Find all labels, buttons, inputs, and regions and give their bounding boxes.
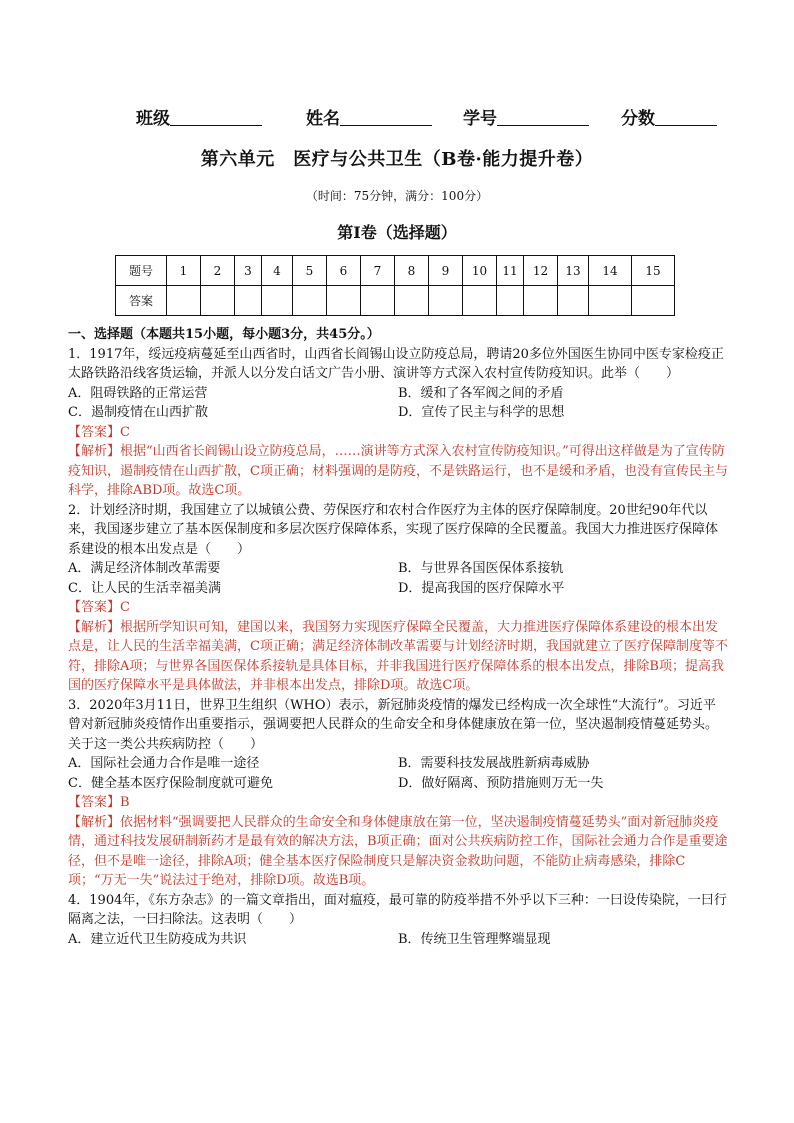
explain-tag: 【解析】: [68, 444, 121, 459]
id-label: 学号: [463, 109, 497, 129]
answer-grid-number-row: [116, 256, 675, 286]
score-field[interactable]: [621, 104, 717, 129]
question-content: [68, 325, 728, 949]
grid-number-cell: 2: [201, 256, 235, 286]
explanation-text-3: 依据材料“强调要把人民群众的生命安全和身体健康放在第一位，坚决遏制疫情蔓延势头”面对新冠肺炎疫情，通过科技发展研制新药才是最有效的解决方法，B项正确；面对公共疾病防控工作，国际社会通力合作是重要途径，但不是唯一途径，排除A项；健全基本医疗保险制度只是解决资金救助问题，不能防止病毒感染，排除C项；“万无一失”说法过于绝对，排除D项。故选B项。: [68, 814, 728, 888]
question-options-1: [68, 384, 728, 423]
option-a: A．国际社会通力合作是唯一途径: [68, 756, 260, 771]
explanation-text-2: 根据所学知识可知，建国以来，我国努力实现医疗保障全民覆盖，大力推进医疗保障体系建设的根本出发点是，让人民的生活幸福美满，C项正确；满足经济体制改革需要与计划经济时期，我国就建立了医疗保障制度等不符，排除A项；与世界各国医保体系接轨是具体目标，并非我国进行医疗保障体系的根本出发点，排除B项；提高我国的医疗保障水平是具体做法，并非根本出发点，排除D项。故选C项。: [68, 619, 728, 693]
grid-answer-cell[interactable]: [589, 286, 632, 316]
grid-row2-label: 答案: [116, 286, 167, 316]
section-title: 第Ⅰ卷（选择题）: [337, 223, 457, 242]
id-field[interactable]: [463, 104, 589, 129]
answer-line-3: [68, 793, 728, 813]
grid-answer-cell[interactable]: [167, 286, 201, 316]
grid-answer-cell[interactable]: [524, 286, 558, 316]
option-b: B．传统卫生管理弊端显现: [398, 931, 551, 947]
explanation-2: [68, 618, 728, 696]
answer-tag: 【答案】: [68, 424, 121, 440]
grid-number-cell: 5: [293, 256, 327, 286]
id-blank[interactable]: [497, 107, 589, 126]
part-heading: [68, 325, 728, 345]
exam-title: 第六单元 医疗与公共卫生（B卷·能力提升卷）: [200, 149, 594, 170]
option-a: A．阻碍铁路的正常运营: [68, 385, 208, 401]
grid-number-cell: 7: [361, 256, 395, 286]
explanation-3: [68, 813, 728, 891]
grid-answer-cell[interactable]: [632, 286, 675, 316]
answer-line-2: [68, 598, 728, 618]
grid-answer-cell[interactable]: [327, 286, 361, 316]
class-label: 班级: [136, 109, 170, 129]
question-options-3: [68, 754, 728, 793]
grid-number-cell: 14: [589, 256, 632, 286]
explain-tag: 【解析】: [68, 814, 121, 830]
grid-answer-cell[interactable]: [201, 286, 235, 316]
student-info-row: [68, 104, 728, 132]
answer-tag: 【答案】: [68, 795, 121, 810]
question-stem-1: 1．1917年，绥远疫病蔓延至山西省时，山西省长阎锡山设立防疫总局，聘请20多位外国医生协同中医专家检疫正太路铁路沿线客货运输，并派人以分发白话文广告小册、演讲等方式深入农村宣传防疫知识。此举（ ）: [68, 346, 724, 381]
grid-answer-cell[interactable]: [497, 286, 524, 316]
option-a: A．建立近代卫生防疫成为共识: [68, 931, 247, 947]
answer-tag: 【答案】: [68, 600, 121, 615]
option-b: B．缓和了各军阀之间的矛盾: [398, 385, 564, 401]
option-d: D．做好隔离、预防措施则万无一失: [398, 775, 604, 791]
exam-subtitle: （时间：75分钟，满分：100分）: [305, 189, 489, 203]
part-heading-label: 一、选择题: [68, 327, 134, 342]
grid-number-cell: 15: [632, 256, 675, 286]
answer-value-1: C: [120, 424, 130, 440]
answer-grid: [115, 255, 675, 316]
question-options-2: [68, 559, 728, 598]
option-c: C．遏制疫情在山西扩散: [68, 405, 208, 420]
option-c: C．让人民的生活幸福美满: [68, 580, 221, 596]
explanation-text-1: 根据“山西省长阎锡山设立防疫总局，……演讲等方式深入农村宣传防疫知识。”可得出这样做是为了宣传防疫知识，遏制疫情在山西扩散，C项正确；材料强调的是防疫，不是铁路运行，也不是缓和矛盾，也没有宣传民主与科学，排除ABD项。故选C项。: [68, 444, 728, 498]
class-blank[interactable]: [170, 107, 262, 126]
option-c: C．健全基本医疗保险制度就可避免: [68, 775, 273, 791]
answer-grid-answer-row: [116, 286, 675, 316]
grid-number-cell: 4: [262, 256, 293, 286]
grid-answer-cell[interactable]: [429, 286, 463, 316]
grid-row1-label: 题号: [116, 256, 167, 286]
grid-number-cell: 1: [167, 256, 201, 286]
grid-answer-cell[interactable]: [463, 286, 497, 316]
part-heading-note: （本题共15小题，每小题3分，共45分。）: [133, 327, 380, 342]
question-stem-2: 2．计划经济时期，我国建立了以城镇公费、劳保医疗和农村合作医疗为主体的医疗保障制度。20世纪90年代以来，我国逐步建立了基本医保制度和多层次医疗保障体系，实现了医疗保障的全民覆盖。我国大力推进医疗保障体系建设的根本出发点是（ ）: [68, 502, 719, 557]
class-field[interactable]: [136, 104, 262, 129]
option-a: A．满足经济体制改革需要: [68, 561, 221, 576]
grid-number-cell: 12: [524, 256, 558, 286]
answer-value-3: B: [120, 795, 130, 810]
grid-number-cell: 3: [235, 256, 262, 286]
name-label: 姓名: [306, 109, 340, 129]
option-d: D．提高我国的医疗保障水平: [398, 580, 565, 596]
grid-answer-cell[interactable]: [235, 286, 262, 316]
name-blank[interactable]: [340, 107, 432, 126]
grid-number-cell: 8: [395, 256, 429, 286]
score-label: 分数: [621, 109, 655, 129]
grid-answer-cell[interactable]: [293, 286, 327, 316]
score-blank[interactable]: [655, 107, 717, 126]
grid-answer-cell[interactable]: [262, 286, 293, 316]
grid-number-cell: 6: [327, 256, 361, 286]
grid-number-cell: 9: [429, 256, 463, 286]
grid-answer-cell[interactable]: [558, 286, 589, 316]
option-d: D．宣传了民主与科学的思想: [398, 405, 565, 420]
grid-number-cell: 10: [463, 256, 497, 286]
option-b: B．与世界各国医保体系接轨: [398, 561, 564, 576]
explanation-1: [68, 442, 728, 501]
name-field[interactable]: [306, 104, 432, 129]
option-b: B．需要科技发展战胜新病毒威胁: [398, 756, 590, 771]
grid-number-cell: 11: [497, 256, 524, 286]
question-options-4: [68, 930, 728, 950]
explain-tag: 【解析】: [68, 619, 121, 635]
answer-value-2: C: [120, 600, 130, 615]
question-stem-4: 4．1904年，《东方杂志》的一篇文章指出，面对瘟疫，最可靠的防疫举措不外乎以下三种：一曰设传染院，一曰行隔离之法，一曰扫除法。这表明（ ）: [68, 892, 727, 927]
answer-line-1: [68, 423, 728, 443]
grid-answer-cell[interactable]: [361, 286, 395, 316]
question-stem-3: 3．2020年3月11日，世界卫生组织（WHO）表示，新冠肺炎疫情的爆发已经构成一次全球性“大流行”。习近平曾对新冠肺炎疫情作出重要指示，强调要把人民群众的生命安全和身体健康放在第一位，坚决遏制疫情蔓延势头。关于这一类公共疾病防控（ ）: [68, 697, 719, 752]
grid-answer-cell[interactable]: [395, 286, 429, 316]
grid-number-cell: 13: [558, 256, 589, 286]
